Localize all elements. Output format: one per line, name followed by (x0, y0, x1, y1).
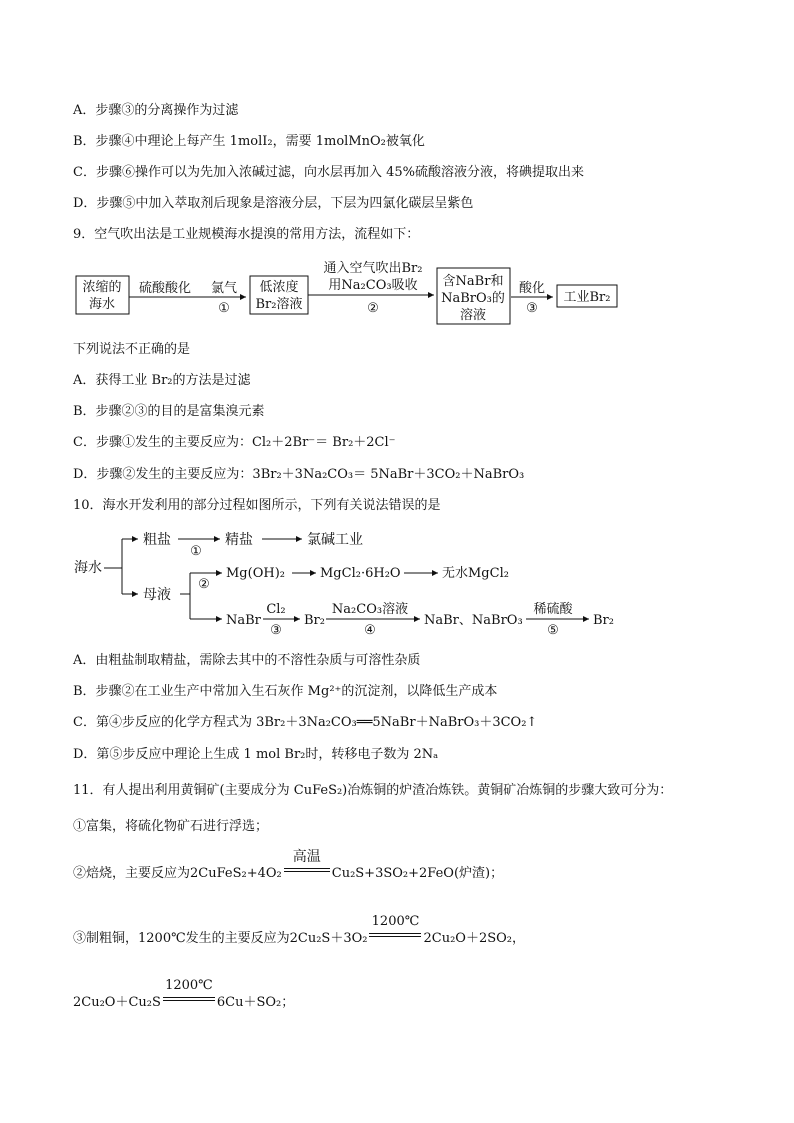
q9-step3-num: ③ (526, 301, 538, 316)
q9-step1b-label: 氯气 (210, 281, 238, 296)
q10-nabr: NaBr (226, 613, 261, 628)
q10-cl2: Cl₂ (266, 602, 286, 617)
q9-prompt: 下列说法不正确的是 (73, 342, 191, 357)
q10-option-c: C．第④步反应的化学方程式为 3Br₂＋3Na₂CO₃══5NaBr＋NaBrO₃＋3CO₂↑ (73, 715, 538, 730)
q11-step4-condition: 1200℃ (165, 978, 213, 993)
q9-box3-l3: 溶液 (459, 308, 487, 323)
q9-box1-l2: 海水 (88, 297, 116, 312)
q11-step2-condition-arrow (282, 849, 332, 883)
q9-box1-l1: 浓缩的 (82, 280, 122, 295)
q10-mgcl2: MgCl₂·6H₂O (320, 566, 401, 581)
q11-step3-condition-arrow (367, 914, 423, 948)
q10-seawater: 海水 (74, 560, 102, 576)
q11-step4 (73, 978, 295, 1012)
q9-stem: 9．空气吹出法是工业规模海水提溴的常用方法，流程如下： (73, 227, 420, 242)
q11-step4-post: 6Cu＋SO₂； (216, 995, 295, 1010)
q9-step3-label: 酸化 (518, 281, 546, 296)
q10-mgoh2: Mg(OH)₂ (226, 566, 285, 581)
q11-step1: ①富集，将硫化物矿石进行浮选； (73, 819, 269, 834)
q11-step2-condition: 高温 (292, 849, 321, 865)
q10-dil-acid: 稀硫酸 (533, 602, 573, 617)
q9-box4: 工业Br₂ (563, 290, 611, 305)
q10-num3: ③ (270, 623, 282, 638)
q11-step2 (73, 849, 504, 883)
q11-step4-pre: 2Cu₂O＋Cu₂S (73, 995, 161, 1010)
q10-br2-a: Br₂ (304, 613, 325, 628)
q9-flow-diagram (0, 252, 794, 332)
q11-step2-pre: ②焙烧，主要反应为2CuFeS₂+4O₂ (73, 866, 282, 881)
q9-step2-num: ② (367, 301, 379, 316)
q9-box2-l1: 低浓度 (259, 280, 299, 295)
option-d-prev: D．步骤⑤中加入萃取剂后现象是溶液分层，下层为四氯化碳层呈紫色 (73, 196, 474, 211)
option-b-prev: B．步骤④中理论上每产生 1molI₂，需要 1molMnO₂被氧化 (73, 134, 425, 149)
q9-option-b: B．步骤②③的目的是富集溴元素 (73, 404, 265, 419)
q9-box2-l2: Br₂溶液 (255, 297, 303, 312)
q11-step4-condition-arrow (161, 978, 217, 1012)
q10-mix: NaBr、NaBrO₃ (424, 613, 523, 628)
q11-step3 (73, 914, 525, 948)
q9-box3-l1: 含NaBr和 (442, 274, 504, 289)
q9-step1-num: ① (218, 301, 230, 316)
q10-chlor-alkali: 氯碱工业 (307, 532, 363, 548)
option-c-prev: C．步骤⑥操作可以为先加入浓碱过滤，向水层再加入 45%硫酸溶液分液，将碘提取出来 (73, 165, 584, 180)
q9-step2-label2: 用Na₂CO₃吸收 (328, 278, 418, 293)
option-a-prev: A．步骤③的分离操作为过滤 (73, 103, 239, 118)
q11-step3-post: 2Cu₂O＋2SO₂， (423, 931, 525, 946)
q9-option-a: A．获得工业 Br₂的方法是过滤 (73, 373, 251, 388)
q11-step3-pre: ③制粗铜，1200℃发生的主要反应为2Cu₂S＋3O₂ (73, 931, 368, 946)
q11-step3-condition: 1200℃ (371, 914, 420, 929)
q10-flow-diagram (0, 522, 794, 640)
q11-stem: 11．有人提出利用黄铜矿(主要成分为 CuFeS₂)冶炼铜的炉渣冶炼铁。黄铜矿冶炼铜的步骤大致可分为： (73, 783, 673, 798)
q10-anhydrous: 无水MgCl₂ (442, 566, 509, 581)
q10-na2co3: Na₂CO₃溶液 (331, 602, 409, 617)
q9-step2-label1: 通入空气吹出Br₂ (323, 261, 423, 276)
q9-box3-l2: NaBrO₃的 (441, 291, 505, 306)
q10-br2-b: Br₂ (593, 613, 614, 628)
q10-stem: 10．海水开发利用的部分过程如图所示，下列有关说法错误的是 (73, 498, 441, 513)
q10-mother-liquor: 母液 (143, 587, 171, 603)
q9-option-c: C．步骤①发生的主要反应为：Cl₂＋2Br⁻＝ Br₂＋2Cl⁻ (73, 435, 396, 450)
q9-option-d: D．步骤②发生的主要反应为：3Br₂＋3Na₂CO₃＝ 5NaBr＋3CO₂＋NaBrO₃ (73, 467, 525, 482)
q9-step1-label: 硫酸酸化 (138, 281, 192, 296)
q10-option-a: A．由粗盐制取精盐，需除去其中的不溶性杂质与可溶性杂质 (73, 653, 421, 668)
q10-option-d: D．第⑤步反应中理论上生成 1 mol Br₂时，转移电子数为 2Nₐ (73, 747, 439, 762)
q10-option-b: B．步骤②在工业生产中常加入生石灰作 Mg²⁺的沉淀剂，以降低生产成本 (73, 684, 498, 699)
q10-num1: ① (190, 544, 202, 559)
q10-crude-salt: 粗盐 (143, 532, 171, 548)
q10-num4: ④ (364, 623, 376, 638)
q11-step2-post: Cu₂S+3SO₂+2FeO(炉渣)； (331, 866, 504, 881)
q10-num5: ⑤ (547, 623, 559, 638)
q10-num2: ② (198, 577, 210, 592)
q10-fine-salt: 精盐 (225, 532, 253, 548)
